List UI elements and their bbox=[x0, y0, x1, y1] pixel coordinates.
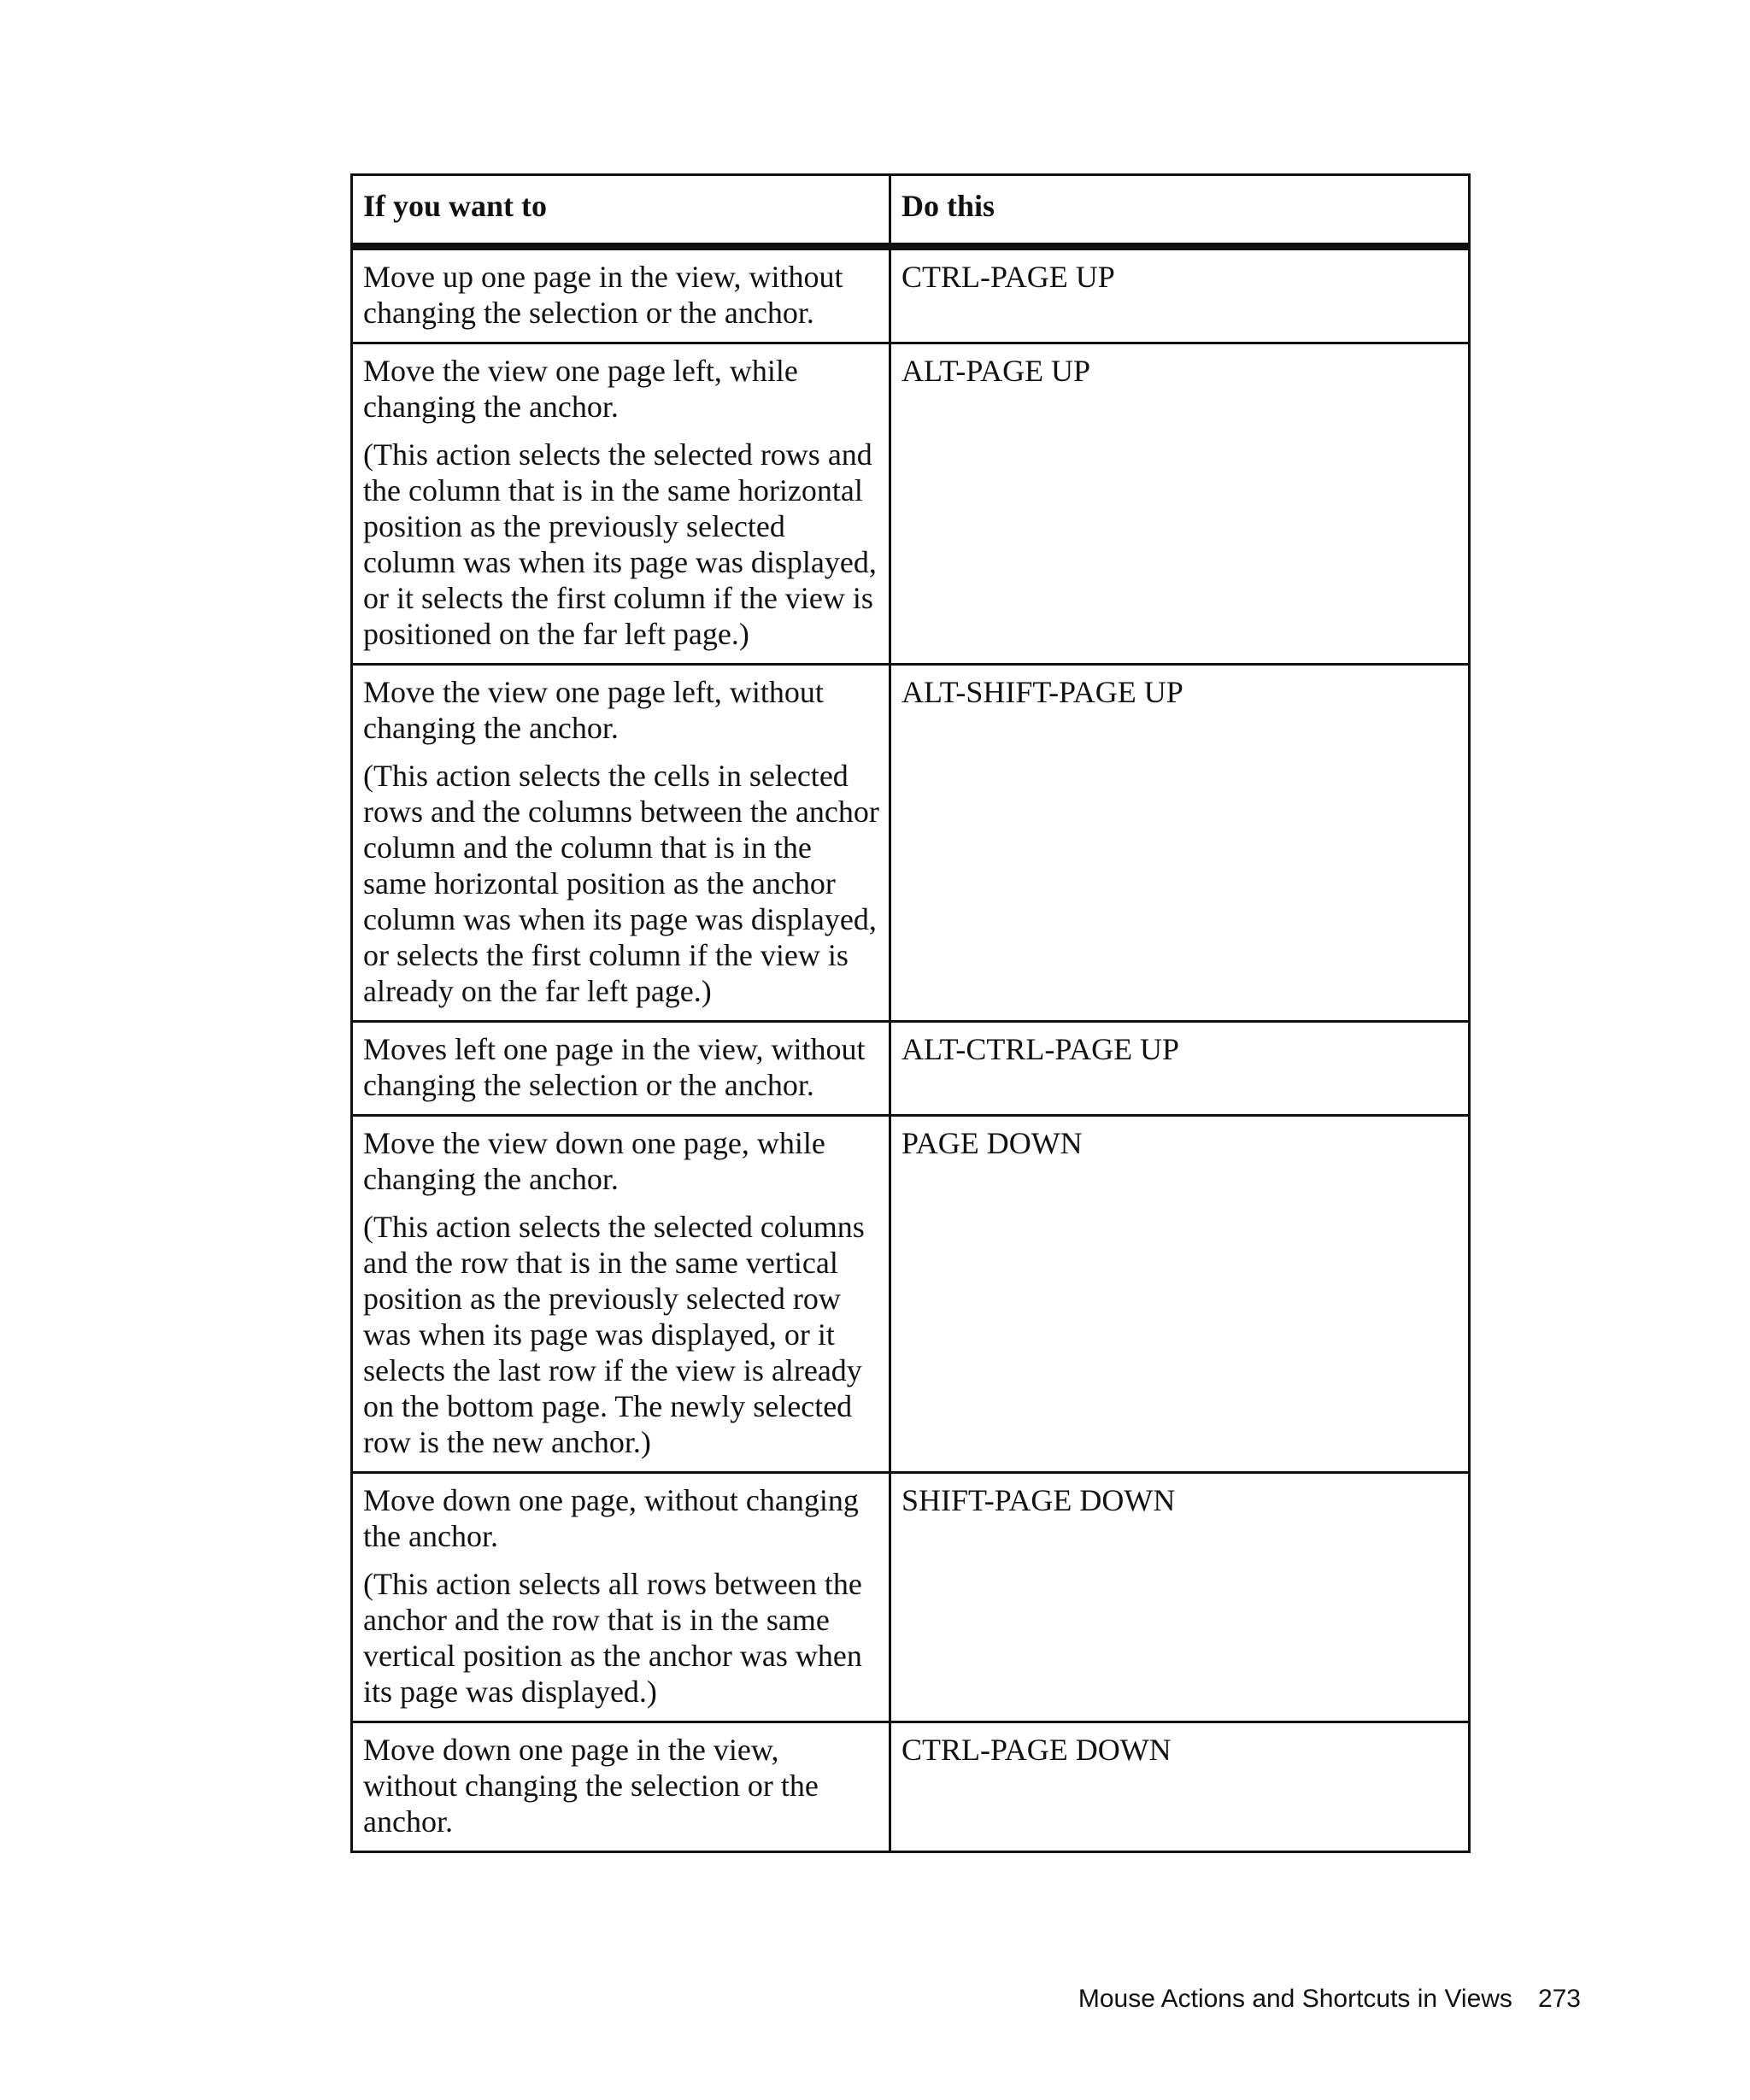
shortcut-cell: ALT-CTRL-PAGE UP bbox=[890, 1022, 1470, 1116]
shortcuts-table bbox=[350, 173, 1471, 1853]
page-number: 273 bbox=[1537, 1985, 1581, 2013]
action-cell bbox=[352, 343, 890, 665]
table-row bbox=[352, 247, 1470, 343]
shortcut-cell: SHIFT-PAGE DOWN bbox=[890, 1473, 1470, 1722]
column-header-if-you-want-to: If you want to bbox=[352, 175, 890, 247]
footer-section-title: Mouse Actions and Shortcuts in Views bbox=[1078, 1985, 1512, 2013]
action-note: (This action selects the selected rows and the column that is in the same horizontal position as the previously selected column was when its page was displayed, or it selects the first column if the view is positioned on the far left page.) bbox=[363, 437, 877, 651]
action-cell bbox=[352, 1722, 890, 1852]
action-cell bbox=[352, 1022, 890, 1116]
action-text: Move the view one page left, without changing the anchor. bbox=[363, 675, 824, 745]
action-cell bbox=[352, 247, 890, 343]
page-footer bbox=[1078, 1985, 1581, 2014]
action-text: Move the view down one page, while changing the anchor. bbox=[363, 1126, 825, 1196]
action-note: (This action selects the selected columns and the row that is in the same vertical position as the previously selected row was when its page was displayed, or it selects the last row if the view is already on the bottom page. The newly selected row is the new anchor.) bbox=[363, 1210, 865, 1459]
table-header-row bbox=[352, 175, 1470, 247]
action-cell bbox=[352, 1473, 890, 1722]
table-row bbox=[352, 1473, 1470, 1722]
action-text: Move up one page in the view, without changing the selection or the anchor. bbox=[363, 260, 843, 330]
action-text: Move down one page in the view, without changing the selection or the anchor. bbox=[363, 1733, 819, 1839]
action-cell bbox=[352, 1116, 890, 1473]
action-note: (This action selects the cells in selected rows and the columns between the anchor column and the column that is in the same horizontal position as the anchor column was when its page was displayed, or selects the first column if the view is already on the far left page.) bbox=[363, 759, 879, 1008]
action-text: Moves left one page in the view, without changing the selection or the anchor. bbox=[363, 1032, 866, 1102]
shortcut-cell: PAGE DOWN bbox=[890, 1116, 1470, 1473]
table-row bbox=[352, 1116, 1470, 1473]
table-row bbox=[352, 343, 1470, 665]
column-header-do-this: Do this bbox=[890, 175, 1470, 247]
action-text: Move the view one page left, while changing the anchor. bbox=[363, 354, 798, 424]
table-row bbox=[352, 665, 1470, 1022]
shortcut-cell: ALT-SHIFT-PAGE UP bbox=[890, 665, 1470, 1022]
table-body bbox=[352, 247, 1470, 1852]
action-note: (This action selects all rows between the anchor and the row that is in the same vertical position as the anchor was when its page was displayed.) bbox=[363, 1567, 862, 1709]
table-row bbox=[352, 1722, 1470, 1852]
shortcut-cell: CTRL-PAGE UP bbox=[890, 247, 1470, 343]
action-text: Move down one page, without changing the anchor. bbox=[363, 1483, 859, 1553]
shortcut-cell: CTRL-PAGE DOWN bbox=[890, 1722, 1470, 1852]
table-row bbox=[352, 1022, 1470, 1116]
shortcut-cell: ALT-PAGE UP bbox=[890, 343, 1470, 665]
action-cell bbox=[352, 665, 890, 1022]
